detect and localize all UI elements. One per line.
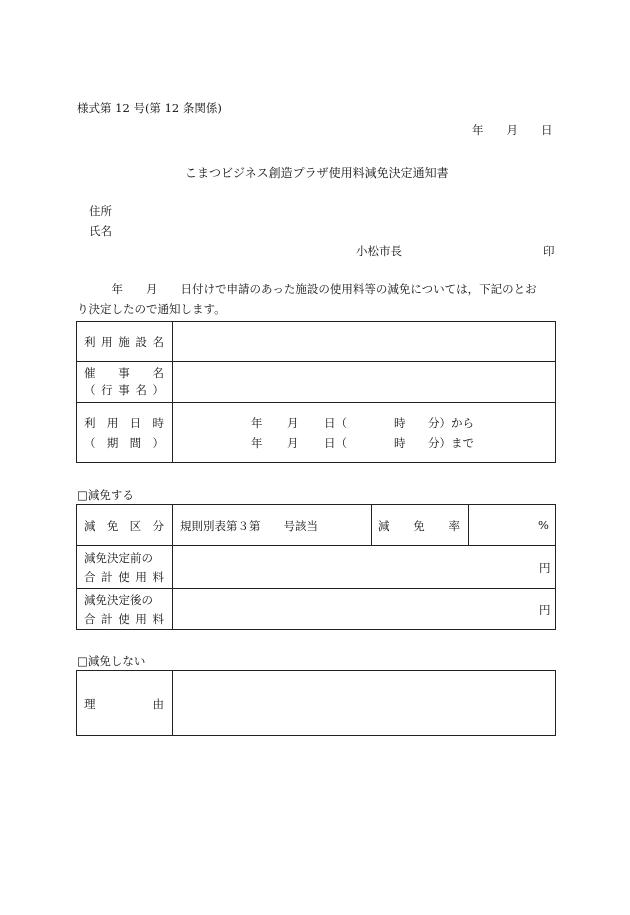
document-title: こまつビジネス創造プラザ使用料減免決定通知書 <box>185 166 449 180</box>
table-row-line <box>76 402 556 403</box>
form-number: 様式第 12 号(第 12 条関係) <box>77 101 222 115</box>
name-label: 氏名 <box>89 224 112 238</box>
deny-checkbox-label: □減免しない <box>77 654 146 668</box>
before-label-2: 合 計 使 用 料 <box>84 570 164 584</box>
from-minute: 分）から <box>428 416 474 430</box>
body-line-1: 年 月 日付けで申請のあった施設の使用料等の減免については，下記のとお <box>100 282 537 296</box>
after-label-1: 減免決定後の <box>84 593 153 607</box>
to-hour: 時 <box>394 436 406 450</box>
from-month: 月 <box>287 416 299 430</box>
to-minute: 分）まで <box>428 436 474 450</box>
rate-unit: % <box>538 518 549 532</box>
grant-divider <box>371 504 372 545</box>
before-label-1: 減免決定前の <box>84 551 153 565</box>
date-sub-label: （ 期 間 ） <box>84 436 164 450</box>
date-label: 利 用 日 時 <box>84 416 164 430</box>
category-label: 減 免 区 分 <box>84 519 164 533</box>
date-line: 年 月 日 <box>472 123 553 137</box>
address-label: 住所 <box>89 204 112 218</box>
event-sub-label: （ 行 事 名 ） <box>84 383 164 397</box>
grant-row-line <box>76 545 556 546</box>
to-year: 年 <box>251 436 263 450</box>
from-year: 年 <box>251 416 263 430</box>
seal-mark: 印 <box>543 244 555 258</box>
table-row-line <box>76 361 556 362</box>
from-day: 日（ <box>324 416 347 430</box>
rate-label: 減 免 率 <box>378 519 460 533</box>
before-unit: 円 <box>539 561 551 575</box>
grant-row-line <box>76 588 556 589</box>
from-hour: 時 <box>394 416 406 430</box>
deny-divider <box>172 670 173 736</box>
body-line-2: り決定したので通知します。 <box>77 302 226 316</box>
after-unit: 円 <box>539 603 551 617</box>
grant-checkbox-label: □減免する <box>77 488 134 502</box>
category-value: 規則別表第３第 号該当 <box>180 519 318 533</box>
table-divider <box>172 321 173 463</box>
to-month: 月 <box>287 436 299 450</box>
reason-label: 理 由 <box>84 697 164 711</box>
issuer-name: 小松市長 <box>356 244 402 258</box>
grant-divider <box>468 504 469 545</box>
after-label-2: 合 計 使 用 料 <box>84 612 164 626</box>
facility-label: 利 用 施 設 名 <box>84 335 164 349</box>
event-label: 催 事 名 <box>84 366 164 380</box>
to-day: 日（ <box>324 436 347 450</box>
grant-divider <box>172 504 173 630</box>
